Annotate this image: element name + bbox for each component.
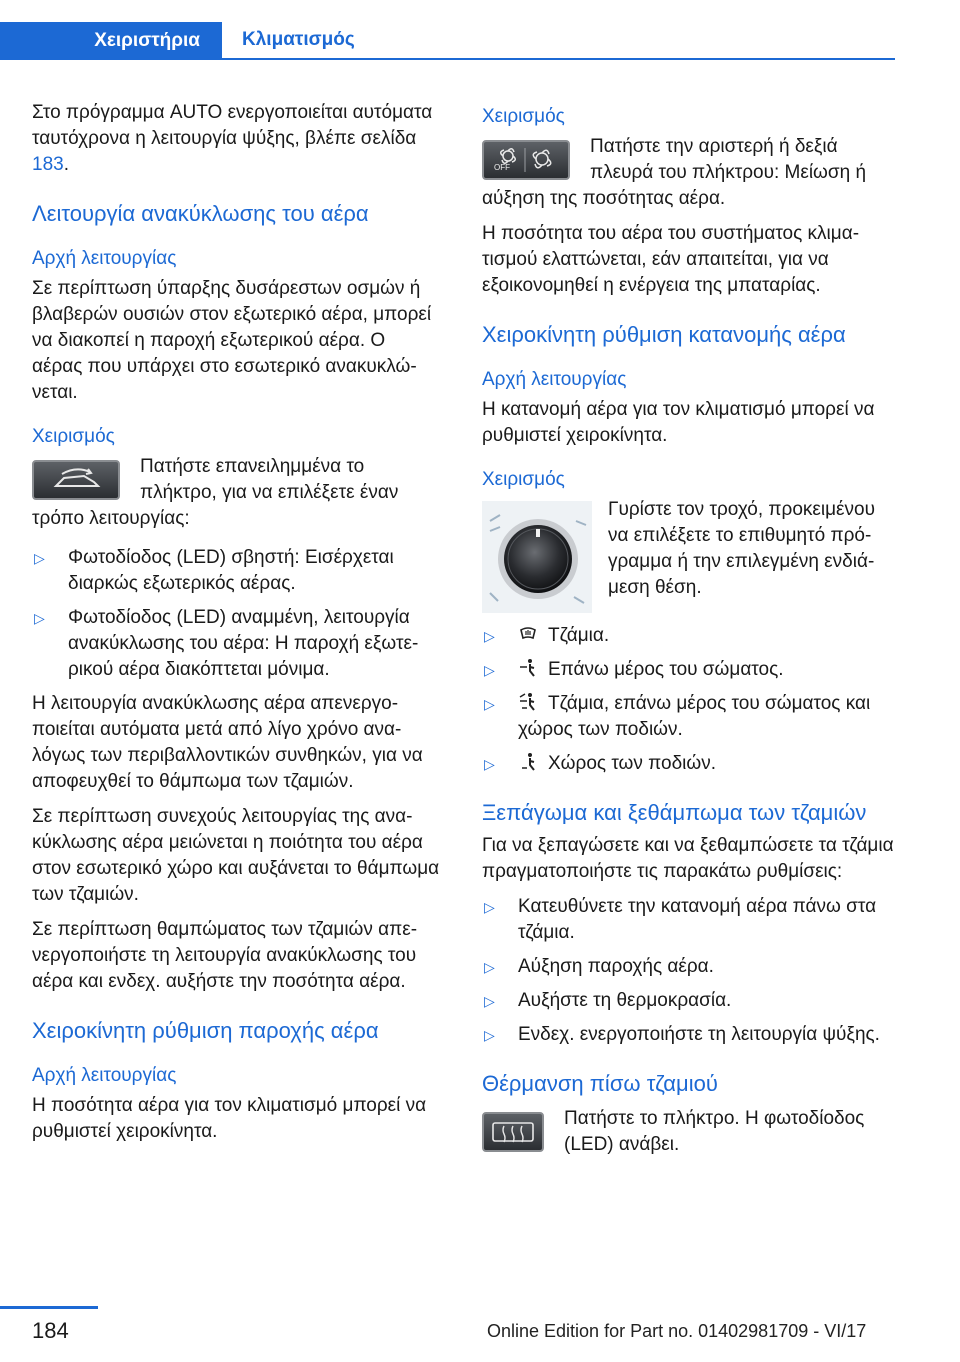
left-column bbox=[32, 100, 440, 1154]
rear-defrost-button-icon bbox=[482, 1112, 544, 1152]
distribution-modes-list bbox=[482, 623, 897, 777]
list-item: ▷ Κατευθύνετε την κατανομή αέρα πάνω στα τζάμια. bbox=[484, 896, 877, 943]
operation-heading: Χειρισμός bbox=[482, 469, 565, 490]
principle-heading: Αρχή λειτουργίας bbox=[482, 369, 627, 390]
off-label: OFF bbox=[494, 163, 510, 172]
operation-text: Πατήστε επανειλημμένα το πλήκτρο, για να επιλέξετε έναν τρόπο λειτουργίας: bbox=[32, 456, 399, 529]
triangle-bullet-icon: ▷ bbox=[484, 628, 495, 644]
page-link[interactable]: 183 bbox=[32, 154, 64, 175]
triangle-bullet-icon: ▷ bbox=[484, 756, 495, 772]
operation-text: Πατήστε την αριστερή ή δεξιά πλευρά του πλήκτρου: Μείωση ή αύξηση της ποσότητας αέρα. bbox=[482, 136, 867, 209]
operation-heading: Χειρισμός bbox=[482, 106, 565, 127]
principle-heading: Αρχή λειτουργίας bbox=[32, 248, 177, 269]
recirculation-modes-list bbox=[32, 545, 440, 683]
defrost-steps-list bbox=[482, 894, 897, 1048]
recirculation-button-icon bbox=[32, 460, 120, 500]
defrost-heading: Ξεπάγωμα και ξεθάμπωμα των τζαμιών bbox=[482, 800, 867, 825]
triangle-bullet-icon: ▷ bbox=[484, 696, 495, 712]
tab-climate[interactable]: Κλιματισμός bbox=[222, 22, 895, 60]
intro-paragraph: Στο πρόγραμμα AUTO ενεργοποιείται αυτόματα ταυτόχρονα η λειτουργία ψύξης, βλέπε σελίδα 183. bbox=[32, 102, 433, 175]
footwell-icon bbox=[518, 752, 538, 772]
windshield-icon bbox=[518, 624, 538, 644]
recirculation-heading: Λειτουργία ανακύκλωσης του αέρα bbox=[32, 201, 369, 226]
list-item: ▷ Επάνω μέρος του σώματος. bbox=[482, 657, 897, 683]
distribution-heading: Χειροκίνητη ρύθμιση κατανομής αέρα bbox=[482, 322, 846, 347]
principle-heading: Αρχή λειτουργίας bbox=[32, 1065, 177, 1086]
paragraph: Σε περίπτωση θαμπώματος των τζαμιών απενεργοποιήστε τη λειτουργία ανακύκλωσης του αέρα και ενδεχ. αυξήστε την ποσότητα αέρα. bbox=[32, 919, 418, 992]
defrost-text: Για να ξεπαγώσετε και να ξεθαμπώσετε τα τζάμια πραγματοποιήστε τις παρακάτω ρυθμίσεις: bbox=[482, 835, 894, 882]
principle-text: Σε περίπτωση ύπαρξης δυσάρεστων οσμών ή βλαβερών ουσιών στον εξωτερικό αέρα, μπορεί να διακοπεί η παροχή εξωτερικού αέρα. Ο αέρας που υπάρχει στο εσωτερικό ανακυκλώνεται. bbox=[32, 278, 432, 403]
list-item: ▷ Τζάμια. bbox=[482, 623, 897, 649]
paragraph: Η ποσότητα του αέρα του συστήματος κλιματισμού ελαττώνεται, εάν απαιτείται, για να εξοικονομηθεί η ενέργεια της μπαταρίας. bbox=[482, 223, 860, 296]
rear-window-heading: Θέρμανση πίσω τζαμιού bbox=[482, 1071, 718, 1096]
list-item: ▷ Αύξηση παροχής αέρα. bbox=[482, 954, 897, 980]
paragraph: Η λειτουργία ανακύκλωσης αέρα απενεργοποιείται αυτόματα μετά από λίγο χρόνο αναλόγως των περιβαλλοντικών συνθηκών, για να αποφευχθεί το θάμπωμα των τζαμιών. bbox=[32, 693, 423, 792]
right-column bbox=[482, 100, 897, 1167]
operation-heading: Χειρισμός bbox=[32, 426, 115, 447]
principle-text: Η κατανομή αέρα για τον κλιματισμό μπορεί να ρυθμιστεί χειροκίνητα. bbox=[482, 399, 875, 446]
triangle-bullet-icon: ▷ bbox=[34, 550, 45, 566]
list-item: ▷ Φωτοδίοδος (LED) αναμμένη, λειτουργία ανακύκλωσης του αέρα: Η παροχή εξωτερικού αέρα διακόπτεται μόνιμα. bbox=[34, 607, 419, 680]
principle-text: Η ποσότητα αέρα για τον κλιματισμό μπορεί να ρυθμιστεί χειροκίνητα. bbox=[32, 1095, 427, 1142]
page-number: 184 bbox=[32, 1318, 69, 1343]
triangle-bullet-icon: ▷ bbox=[484, 959, 495, 975]
rear-window-text: Πατήστε το πλήκτρο. Η φωτοδίοδος (LED) ανάβει. bbox=[564, 1108, 865, 1155]
edition-text: Online Edition for Part no. 01402981709 - VI/17 bbox=[487, 1321, 867, 1341]
list-item: ▷ Αυξήστε τη θερμοκρασία. bbox=[482, 988, 897, 1014]
list-item: ▷ Τζάμια, επάνω μέρος του σώματος και χώρος των ποδιών. bbox=[484, 693, 871, 740]
list-item: ▷ Χώρος των ποδιών. bbox=[482, 751, 897, 777]
list-item: ▷ Φωτοδίοδος (LED) σβηστή: Εισέρχεται διαρκώς εξωτερικός αέρας. bbox=[34, 547, 394, 594]
triangle-bullet-icon: ▷ bbox=[484, 1027, 495, 1043]
triangle-bullet-icon: ▷ bbox=[484, 662, 495, 678]
air-distribution-knob-icon bbox=[482, 501, 592, 613]
upper-body-icon bbox=[518, 658, 538, 678]
list-item: ▷ Ενδεχ. ενεργοποιήστε τη λειτουργία ψύξης. bbox=[482, 1022, 897, 1048]
header-tabs bbox=[0, 22, 895, 60]
paragraph: Σε περίπτωση συνεχούς λειτουργίας της ανακύκλωσης αέρα μειώνεται η ποιότητα του αέρα στον εσωτερικό χώρο και αυξάνεται το θάμπωμα των τζαμιών. bbox=[32, 806, 440, 905]
fan-speed-button-icon bbox=[482, 140, 570, 180]
footer-line bbox=[0, 1306, 98, 1309]
triangle-bullet-icon: ▷ bbox=[484, 899, 495, 915]
windshield-body-feet-icon bbox=[518, 692, 538, 712]
operation-text: Γυρίστε τον τροχό, προκειμένου να επιλέξετε το επιθυμητό πρόγραμμα ή την επιλεγμένη ενδιάμεση θέση. bbox=[608, 499, 875, 598]
triangle-bullet-icon: ▷ bbox=[34, 610, 45, 626]
airflow-heading: Χειροκίνητη ρύθμιση παροχής αέρα bbox=[32, 1018, 379, 1043]
tab-controls[interactable]: Χειριστήρια bbox=[0, 22, 222, 60]
triangle-bullet-icon: ▷ bbox=[484, 993, 495, 1009]
